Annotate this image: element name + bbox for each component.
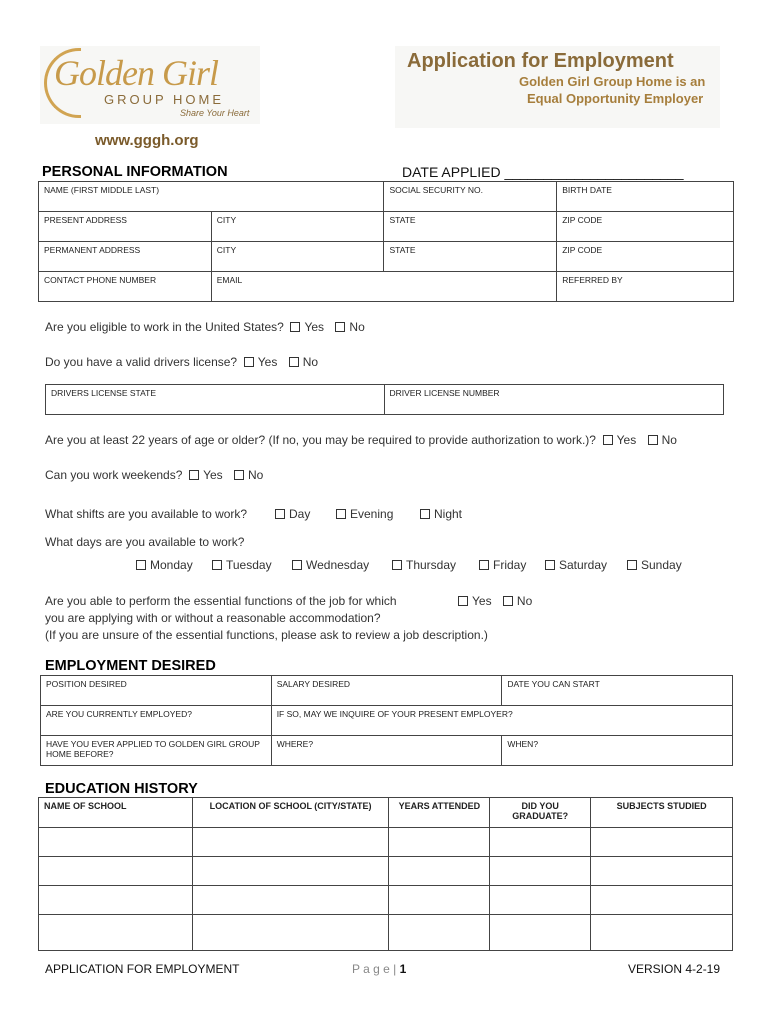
education-cell[interactable] [591,915,733,951]
day-tuesday-checkbox[interactable] [212,560,222,570]
logo-main-text: Golden Girl [54,53,218,93]
essential-yes-checkbox[interactable] [458,596,468,606]
essential-yes-label: Yes [472,594,492,608]
eligible-question-text: Are you eligible to work in the United States? [45,320,284,334]
day-saturday-option [545,558,607,572]
personal-heading: PERSONAL INFORMATION [42,164,228,180]
essential-no-label: No [516,594,533,608]
license-table [45,384,724,415]
day-thursday-option [392,558,456,572]
present-address-field[interactable]: PRESENT ADDRESS [39,212,212,242]
education-table [38,797,733,951]
eligible-question [45,320,365,334]
day-sunday-option [627,558,682,572]
education-cell[interactable] [39,886,193,915]
shift-day-checkbox[interactable] [275,509,285,519]
license-yes-checkbox[interactable] [244,357,254,367]
day-thursday-checkbox[interactable] [392,560,402,570]
logo-tagline: Share Your Heart [180,108,250,118]
present-city-field[interactable]: CITY [211,212,384,242]
age-no-label: No [661,433,677,447]
age-no-checkbox[interactable] [648,435,658,445]
header-banner [395,46,720,128]
referred-by-field[interactable]: REFERRED BY [557,272,734,302]
education-cell[interactable] [192,828,389,857]
education-cell[interactable] [591,857,733,886]
day-wednesday-checkbox[interactable] [292,560,302,570]
day-tuesday-option [212,558,272,572]
day-friday-checkbox[interactable] [479,560,489,570]
position-desired-field[interactable]: POSITION DESIRED [41,676,272,706]
education-cell[interactable] [490,857,591,886]
shift-night-checkbox[interactable] [420,509,430,519]
shift-day-option [275,507,310,521]
eligible-no-label: No [349,320,365,334]
shift-night-label: Night [434,507,463,521]
personal-table [38,181,734,302]
essential-no-checkbox[interactable] [503,596,513,606]
education-cell[interactable] [389,857,490,886]
weekends-question [45,468,263,482]
day-tuesday-label: Tuesday [226,558,272,572]
table-row [39,886,733,915]
birth-date-field[interactable]: BIRTH DATE [557,182,734,212]
date-applied-field[interactable]: DATE APPLIED _______________________ [402,164,684,180]
essential-line-3: (If you are unsure of the essential functions, please ask to review a job description.) [45,628,488,642]
weekends-yes-checkbox[interactable] [189,470,199,480]
email-field[interactable]: EMAIL [211,272,556,302]
employment-table [40,675,733,766]
education-cell[interactable] [389,886,490,915]
day-wednesday-option [292,558,369,572]
col-subjects: SUBJECTS STUDIED [591,798,733,828]
education-cell[interactable] [490,828,591,857]
shifts-question-text: What shifts are you available to work? [45,507,248,521]
education-cell[interactable] [389,828,490,857]
day-sunday-label: Sunday [641,558,682,572]
present-state-field[interactable]: STATE [384,212,557,242]
col-school-location: LOCATION OF SCHOOL (CITY/STATE) [192,798,389,828]
age-question-text: Are you at least 22 years of age or older? (If no, you may be required to provide authorization to work.)? [45,433,596,447]
license-question [45,355,318,369]
age-yes-checkbox[interactable] [603,435,613,445]
age-question [45,433,677,447]
shift-day-label: Day [289,507,311,521]
dl-state-field[interactable]: DRIVERS LICENSE STATE [46,385,385,415]
education-cell[interactable] [490,886,591,915]
dl-number-field[interactable]: DRIVER LICENSE NUMBER [384,385,724,415]
shift-evening-option [336,507,393,521]
essential-line-1: Are you able to perform the essential functions of the job for which [45,594,397,608]
education-cell[interactable] [39,857,193,886]
day-sunday-checkbox[interactable] [627,560,637,570]
education-header-row [39,798,733,828]
license-question-text: Do you have a valid drivers license? [45,355,238,369]
company-logo [40,46,260,124]
weekends-question-text: Can you work weekends? [45,468,183,482]
education-cell[interactable] [192,915,389,951]
day-friday-label: Friday [493,558,527,572]
permanent-state-field[interactable]: STATE [384,242,557,272]
subtitle-line-2: Equal Opportunity Employer [527,91,704,106]
inquire-employer-field[interactable]: IF SO, MAY WE INQUIRE OF YOUR PRESENT EMPLOYER? [271,706,732,736]
currently-employed-field[interactable]: ARE YOU CURRENTLY EMPLOYED? [41,706,272,736]
day-monday-option [136,558,193,572]
weekends-yes-label: Yes [203,468,223,482]
eligible-yes-checkbox[interactable] [290,322,300,332]
education-cell[interactable] [591,828,733,857]
day-saturday-label: Saturday [559,558,608,572]
phone-field[interactable]: CONTACT PHONE NUMBER [39,272,212,302]
essential-line-2: you are applying with or without a reasonable accommodation? [45,611,381,625]
page-label: P a g e | [352,962,397,976]
footer-title: APPLICATION FOR EMPLOYMENT [45,962,240,976]
day-thursday-label: Thursday [406,558,457,572]
permanent-city-field[interactable]: CITY [211,242,384,272]
education-cell[interactable] [39,828,193,857]
permanent-zip-field[interactable]: ZIP CODE [557,242,734,272]
permanent-address-field[interactable]: PERMANENT ADDRESS [39,242,212,272]
footer-page [352,962,406,976]
education-cell[interactable] [192,886,389,915]
age-yes-label: Yes [616,433,637,447]
col-graduated: DID YOU GRADUATE? [490,798,591,828]
weekends-no-label: No [248,468,264,482]
page-number: 1 [399,962,407,976]
footer-version: VERSION 4-2-19 [628,962,721,976]
table-row [39,857,733,886]
license-no-label: No [302,355,319,369]
ssn-field[interactable]: SOCIAL SECURITY NO. [384,182,557,212]
start-date-field[interactable]: DATE YOU CAN START [502,676,733,706]
eligible-no-checkbox[interactable] [335,322,345,332]
education-cell[interactable] [389,915,490,951]
table-row [39,915,733,951]
applied-before-field[interactable]: HAVE YOU EVER APPLIED TO GOLDEN GIRL GROUP HOME BEFORE? [41,736,272,766]
shift-evening-label: Evening [350,507,394,521]
day-saturday-checkbox[interactable] [545,560,555,570]
where-field[interactable]: WHERE? [271,736,502,766]
day-monday-checkbox[interactable] [136,560,146,570]
education-cell[interactable] [490,915,591,951]
day-wednesday-label: Wednesday [306,558,370,572]
day-monday-label: Monday [150,558,193,572]
education-cell[interactable] [591,886,733,915]
shift-night-option [420,507,462,521]
website-url[interactable]: www.gggh.org [95,132,199,149]
logo-sub-text: GROUP HOME [104,92,225,107]
license-no-checkbox[interactable] [289,357,299,367]
col-school-name: NAME OF SCHOOL [39,798,193,828]
col-years-attended: YEARS ATTENDED [389,798,490,828]
education-heading: EDUCATION HISTORY [45,781,198,797]
employment-heading: EMPLOYMENT DESIRED [45,658,216,674]
form-title: Application for Employment [407,50,674,72]
day-friday-option [479,558,526,572]
education-cell[interactable] [39,915,193,951]
essential-options [458,594,532,608]
education-cell[interactable] [192,857,389,886]
license-yes-label: Yes [257,355,278,369]
eligible-yes-label: Yes [304,320,325,334]
days-question-text: What days are you available to work? [45,535,245,549]
salary-desired-field[interactable]: SALARY DESIRED [271,676,502,706]
when-field[interactable]: WHEN? [502,736,733,766]
name-field[interactable]: NAME (FIRST MIDDLE LAST) [39,182,384,212]
present-zip-field[interactable]: ZIP CODE [557,212,734,242]
weekends-no-checkbox[interactable] [234,470,244,480]
shift-evening-checkbox[interactable] [336,509,346,519]
subtitle-line-1: Golden Girl Group Home is an [519,74,706,89]
table-row [39,828,733,857]
